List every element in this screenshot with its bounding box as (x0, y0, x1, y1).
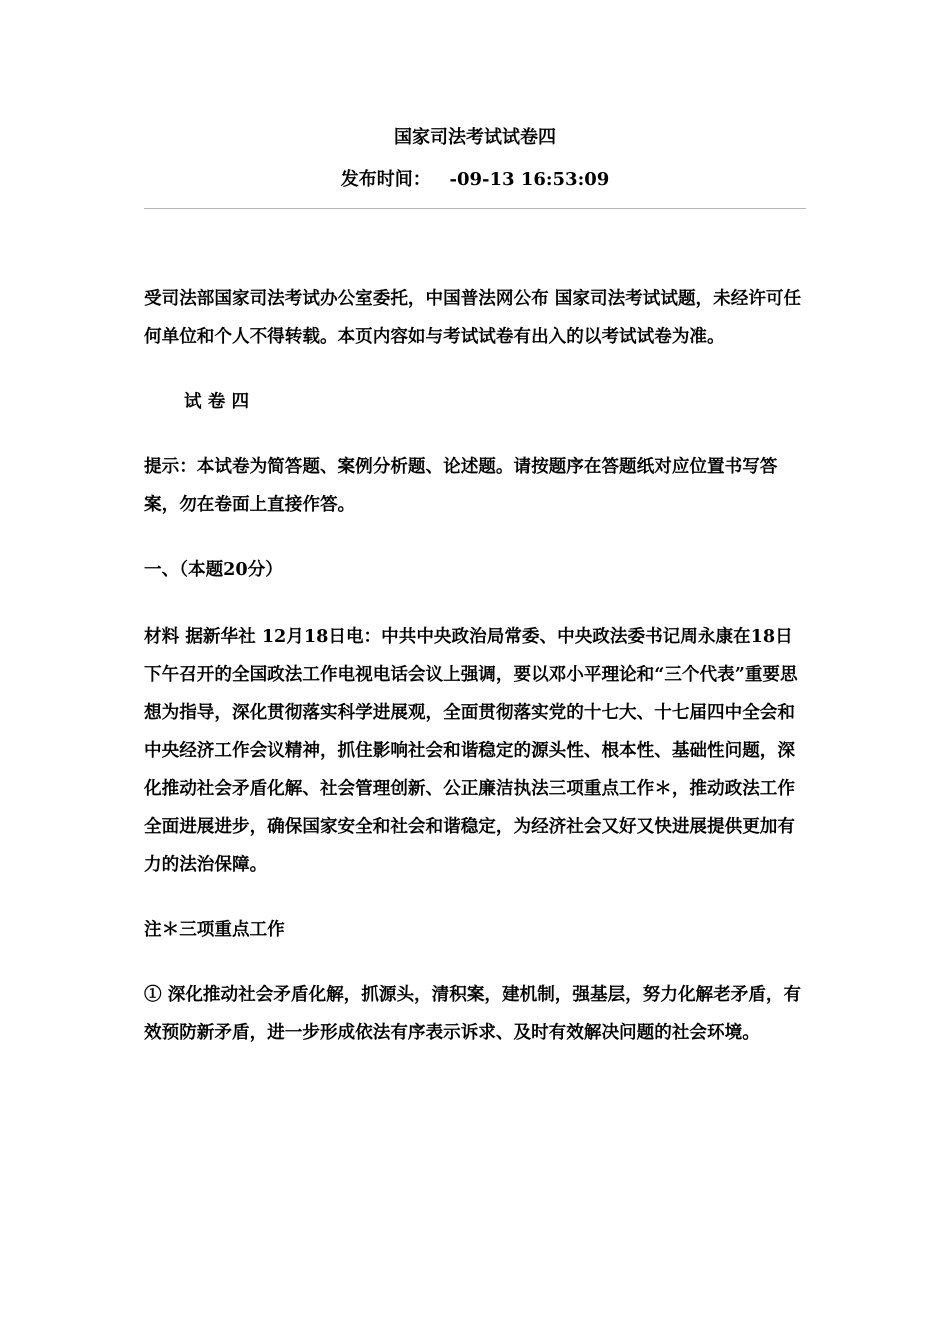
material-paragraph: 材料 据新华社 12月18日电：中共中央政治局常委、中央政法委书记周永康在18日下午召开的全国政法工作电视电话会议上强调，要以邓小平理论和“三个代表”重要思想为指导，深化贯彻落实科学进展观，全面贯彻落实党的十七大、十七届四中全会和中央经济工作会议精神，抓住影响社会和谐稳定的源头性、根本性、基础性问题，深化推动社会矛盾化解、社会管理创新、公正廉洁执法三项重点工作＊，推动政法工作全面进展进步，确保国家安全和社会和谐稳定，为经济社会又好又快进展提供更加有力的法治保障。 (144, 626, 798, 875)
publish-time: 发布时间： -09-13 16:53:09 (340, 169, 610, 190)
copyright-notice: 受司法部国家司法考试办公室委托，中国普法网公布 国家司法考试试题，未经许可任何单位和个人不得转载。本页内容如与考试试卷有出入的以考试试卷为准。 (144, 288, 802, 347)
header-divider (144, 208, 806, 209)
document-title: 国家司法考试试卷四 (394, 127, 556, 148)
note-item-1: ① 深化推动社会矛盾化解，抓源头，清积案，建机制，强基层，努力化解老矛盾，有效预防新矛盾，进一步形成依法有序表示诉求、及时有效解决问题的社会环境。 (144, 984, 802, 1043)
note-heading: 注＊三项重点工作 (144, 919, 285, 940)
exam-instructions: 提示：本试卷为简答题、案例分析题、论述题。请按题序在答题纸对应位置书写答案，勿在卷面上直接作答。 (144, 456, 778, 515)
paper-heading: 试 卷 四 (184, 391, 250, 412)
question-heading: 一、（本题20分） (144, 559, 283, 580)
document-body (144, 280, 806, 1052)
